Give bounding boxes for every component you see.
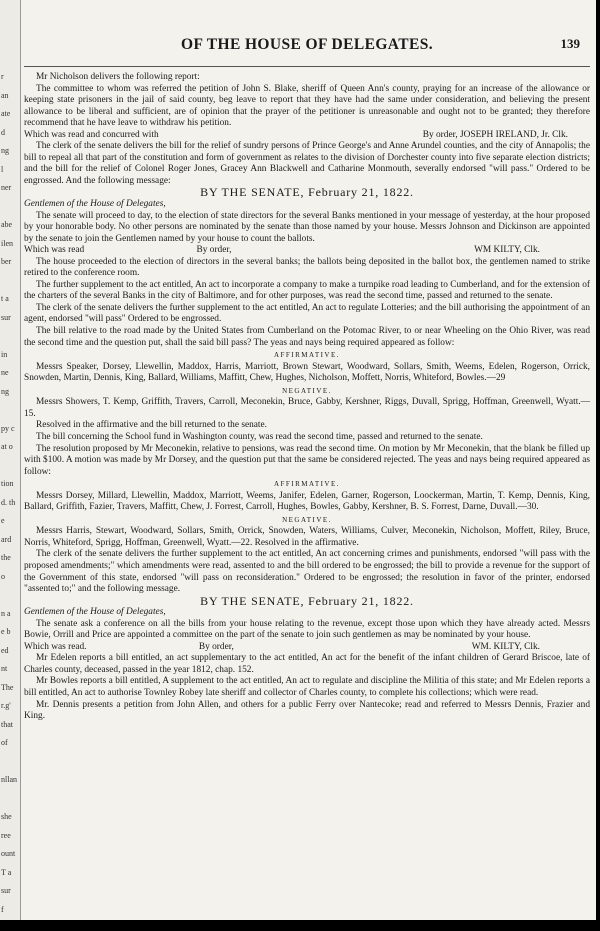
margin-fragment: the xyxy=(1,553,11,562)
margin-fragment: of xyxy=(1,738,8,747)
paragraph: The house proceeded to the election of directors in the several banks; the ballots being deposited in the ballot box, the gentlemen named to strike retired to the conference room. xyxy=(24,256,590,279)
margin-fragment: ree xyxy=(1,830,11,840)
margin-fragment: in xyxy=(1,349,8,359)
margin-fragment: T a xyxy=(1,867,12,877)
margin-fragment: ount xyxy=(1,849,16,858)
senate-heading: BY THE SENATE, February 21, 1822. xyxy=(200,593,414,608)
paragraph-with-signature xyxy=(24,245,590,257)
margin-fragment: d xyxy=(1,127,5,137)
margin-fragment: she xyxy=(1,812,12,821)
paragraph: The senate ask a conference on all the bills from your house relating to the revenue, except those upon which they have already acted. Messrs Bowie, Orrill and Price are appointed a committee on the part of the senate to join such gentlemen as may be nominated by your house. xyxy=(24,618,590,641)
paragraph: Mr Edelen reports a bill entitled, an act supplementary to the act entitled, An act for the benefit of the infant children of Gerard Briscoe, late of Charles county, deceased, passed in the year 1812, chap. 152. xyxy=(24,653,590,675)
journal-body xyxy=(24,72,590,723)
margin-fragment: ard xyxy=(1,534,12,544)
paragraph-with-signature xyxy=(24,130,590,142)
margin-fragment: r.g' xyxy=(1,701,11,710)
margin-fragment: f xyxy=(1,904,4,914)
paragraph: The bill concerning the School fund in Washington county, was read the second time, passed and returned to the senate. xyxy=(36,431,483,442)
vote-names: Messrs Dorsey, Millard, Llewellin, Maddox, Marriott, Weems, Janifer, Edelen, Garner, Rogerson, Loockerman, Martin, T. Kemp, Dennis, King, Ballard, Griffith, Fazier, Travers, Maffitt, Chew, J. Forrest, Carroll, Hughes, Bowles, Gabby, Kershner, B. S. Forrest, Darne, Duvall.—30. xyxy=(24,490,590,513)
paragraph-with-signature xyxy=(24,642,590,654)
paragraph-text: Which was read. xyxy=(24,641,87,652)
adjacent-page-margin xyxy=(0,0,21,920)
margin-fragment: ng xyxy=(1,386,9,396)
paragraph: Mr. Dennis presents a petition from John Allen, and others for a public Ferry over Nantecoke; read and referred to Messrs Dennis, Frazier and King. xyxy=(24,699,590,722)
margin-fragment: tion xyxy=(1,479,14,488)
vote-heading: NEGATIVE. xyxy=(282,386,332,395)
vote-heading: AFFIRMATIVE. xyxy=(273,480,341,489)
salutation: Gentlemen of the House of Delegates, xyxy=(24,199,166,210)
margin-fragment: that xyxy=(1,719,13,729)
page-header xyxy=(24,36,590,60)
paragraph: The committee to whom was referred the petition of John S. Blake, sheriff of Queen Ann's county, praying for an increase of the allowance or keeping state prisoners in the jail of said county, beg leave to report that they have had the same under consideration, and believing the present allowance to be liberal and sufficient, are of opinion that the prayer of the petitioner is unreasonable and ought not to be granted; they therefore recommend that he have leave to withdraw his petition. xyxy=(24,83,590,129)
paragraph: The senate will proceed to day, to the election of state directors for the several Banks mentioned in your message of yesterday, at the hour proposed by your honorable body. No other persons are nominated by the senate than those named by your house. Messrs Johnson and Dickinson are appointed by the senate to join the Gentlemen named by your house to count the ballots. xyxy=(24,210,590,244)
paragraph: The clerk of the senate delivers the further supplement to the act entitled, An act concerning crimes and punishments, endorsed "will pass with the proposed amendments;" which amendments were read, assented to and the bill ordered to be engrossed; the bill to provide a revenue for the support of the Government of this state, endorsed "will pass on reconsideration." Ordered to be engrossed; the resolution in favor of the printer, endorsed "assented to;" and the following message. xyxy=(24,549,590,595)
margin-fragment: o xyxy=(1,571,5,581)
margin-fragment: e b xyxy=(1,627,11,636)
paragraph-text: Which was read and concurred with xyxy=(24,129,159,140)
paragraph: Resolved in the affirmative and the bill returned to the senate. xyxy=(36,420,268,431)
margin-fragment: an xyxy=(1,90,9,100)
margin-fragment: ate xyxy=(1,109,11,118)
margin-fragment: ner xyxy=(1,183,12,192)
paragraph: The clerk of the senate delivers the further supplement to the act entitled, An act to regulate Lotteries; and the bill authorising the appointment of an agent, endorsed "will pass" Ordered to be engrossed. xyxy=(24,302,590,325)
signature: WM KILTY, Clk. xyxy=(474,245,540,256)
margin-fragment: The xyxy=(1,682,14,692)
vote-names: Messrs Speaker, Dorsey, Llewellin, Maddox, Harris, Marriott, Brown Stewart, Woodward, Sollars, Smith, Weems, Edelen, Rogerson, Orrick, Snowden, Martin, Dennis, King, Ballard, Williams, Maffitt, Chew, Hughes, Nicholson, Moffett, Norris, Whiteford, Bowles.—29 xyxy=(24,361,590,384)
paragraph: The bill relative to the road made by the United States from Cumberland on the Potomac River, to or near Wheeling on the Ohio River, was read the second time and the question put, shall the said bill pass? The yeas and nays being required appeared as follow: xyxy=(24,326,590,348)
vote-heading: AFFIRMATIVE. xyxy=(273,351,341,360)
margin-fragment: py c xyxy=(1,423,15,433)
vote-heading: NEGATIVE. xyxy=(282,515,332,524)
vote-names: Messrs Harris, Stewart, Woodward, Sollars, Smith, Orrick, Snowden, Waters, Williams, Culver, Meconekin, Nicholson, Moffett, Riley, Bruce, Norris, Whiteford, Sprigg, Hoffman, Greenwell, Wyatt.—22. Resolved in the affirmative. xyxy=(24,526,590,548)
margin-fragment: ne xyxy=(1,368,9,377)
margin-fragment: sur xyxy=(1,886,11,895)
margin-fragment: ed xyxy=(1,645,9,655)
paragraph: The resolution proposed by Mr Meconekin, relative to pensions, was read the second time. On motion by Mr Meconekin, that the blank be filled up with $100. A motion was made by Mr Dorsey, and the question put that the same be considered rejected. The yeas and nays being required appeared as follow: xyxy=(24,443,590,477)
margin-fragment: n a xyxy=(1,608,11,618)
margin-fragment: ng xyxy=(1,146,9,155)
margin-fragment: t a xyxy=(1,294,9,303)
margin-fragment: ber xyxy=(1,257,12,266)
margin-fragment: abe xyxy=(1,220,13,229)
page-content xyxy=(24,0,590,920)
by-order: By order, xyxy=(198,641,234,652)
paragraph: Mr Nicholson delivers the following report: xyxy=(36,72,200,82)
margin-fragment: l xyxy=(1,164,4,174)
margin-fragment: nllan xyxy=(1,775,17,784)
senate-heading: BY THE SENATE, February 21, 1822. xyxy=(200,185,414,200)
margin-fragment: nt xyxy=(1,664,8,673)
paragraph: The clerk of the senate delivers the bill for the relief of sundry persons of Prince George's and Anne Arundel counties, and the city of Annapolis; the bill to repeal all that part of the constitution and form of government as relates to the division of Dorchester county into five separate election districts; and the bill for the relief of Colonel Roger Jones, Gracey Ann Blackwell and Catharine Monmouth, severally endorsed "will pass." Ordered to be engrossed. And the following message: xyxy=(24,141,590,186)
signature: By order, JOSEPH IRELAND, Jr. Clk. xyxy=(422,129,568,140)
margin-fragment: d. th xyxy=(1,497,16,507)
paragraph: Mr Bowles reports a bill entitled, A supplement to the act entitled, An act to regulate and discipline the Militia of this state; and Mr Edelen reports a bill entitled, An act to authorise Townley Robey late sheriff and collector of Charles county, to complete his collections; which were read. xyxy=(24,676,590,698)
margin-fragment: sur xyxy=(1,312,11,322)
salutation: Gentlemen of the House of Delegates, xyxy=(24,607,166,618)
by-order: By order, xyxy=(196,245,232,256)
signature: WM. KILTY, Clk. xyxy=(471,641,540,652)
vote-names: Messrs Showers, T. Kemp, Griffith, Travers, Carroll, Meconekin, Bruce, Gabby, Kershner, Riggs, Duvall, Sprigg, Hoffman, Greenwell, Wyatt.—15. xyxy=(24,397,590,419)
header-rule xyxy=(24,66,590,67)
page-number: 139 xyxy=(560,36,580,51)
margin-fragment: ilen xyxy=(1,238,13,248)
page-title: OF THE HOUSE OF DELEGATES. xyxy=(181,36,433,53)
margin-fragment: e xyxy=(1,516,5,525)
margin-fragment: at o xyxy=(1,442,13,451)
paragraph-text: Which was read xyxy=(24,245,85,256)
paragraph: The further supplement to the act entitled, An act to incorporate a company to make a turnpike road leading to Cumberland, and for the extension of the charters of the several Banks in the city of Baltimore, and for other purposes, was read the second time, passed and returned to the senate. xyxy=(24,279,590,302)
margin-fragment: r xyxy=(1,72,4,81)
